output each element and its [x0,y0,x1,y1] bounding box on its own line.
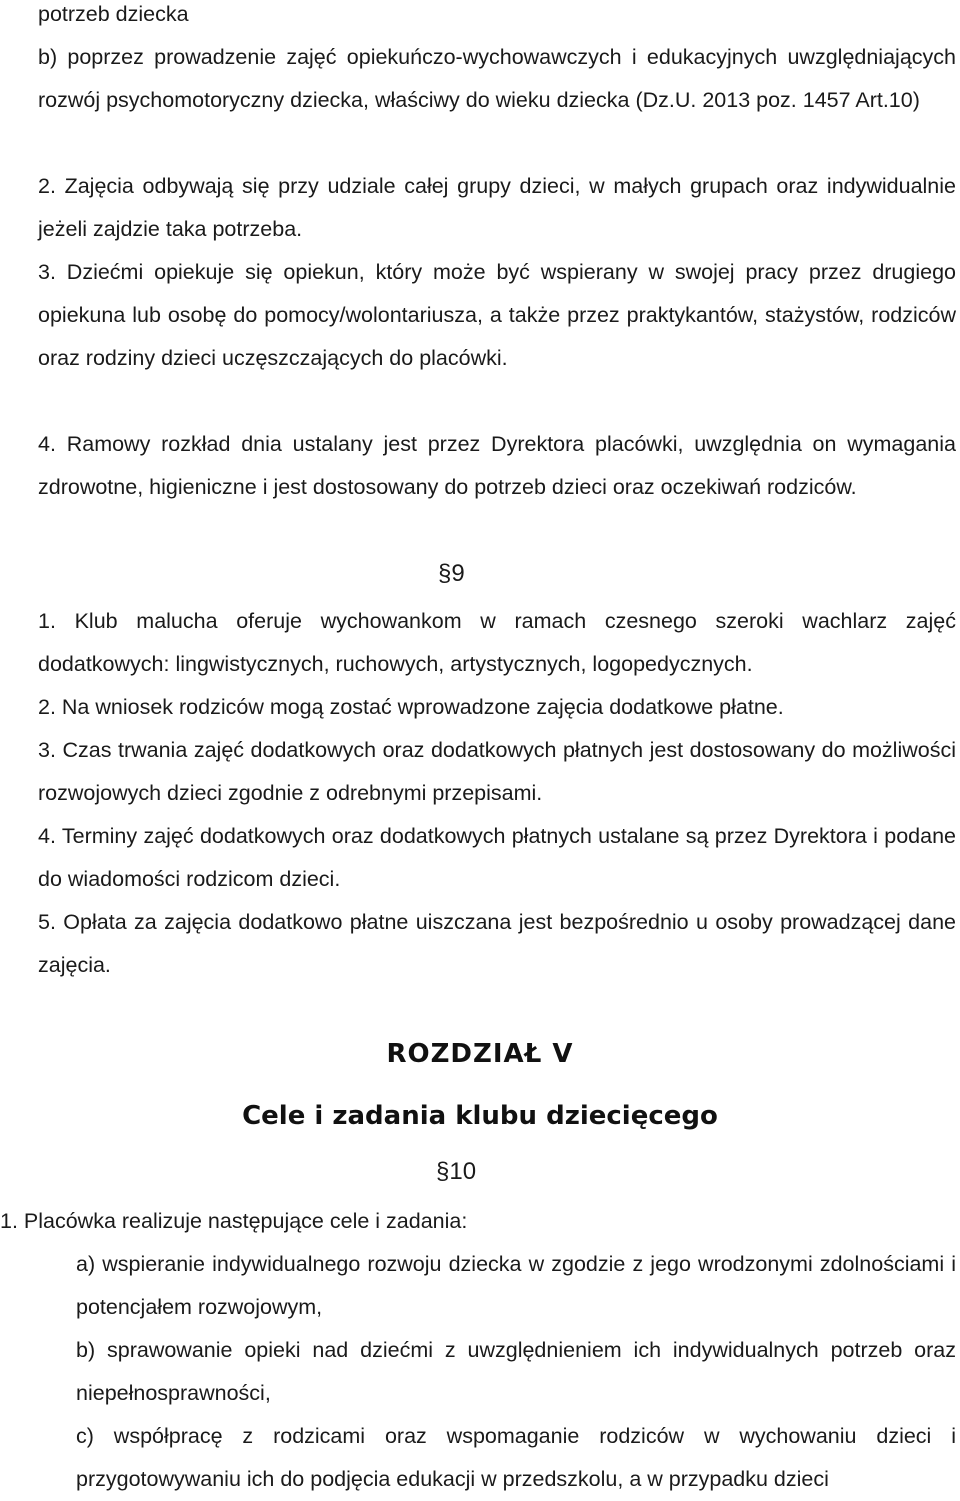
list-item-2: 2. Zajęcia odbywają się przy udziale całej grupy dzieci, w małych grupach oraz indywidualnie jeżeli zajdzie taka potrzeba. [38,174,956,241]
section9-item-5: 5. Opłata za zajęcia dodatkowo płatne uiszczana jest bezpośrednio u osoby prowadzącej dane zajęcia. [38,910,956,977]
section9-item-3: 3. Czas trwania zajęć dodatkowych oraz dodatkowych płatnych jest dostosowany do możliwości rozwojowych dzieci zgodnie z odrebnymi przepisami. [38,738,956,805]
section9-item-2: 2. Na wniosek rodziców mogą zostać wprowadzone zajęcia dodatkowe płatne. [38,695,784,719]
section10-sub-c: c) współpracę z rodzicami oraz wspomaganie rodziców w wychowaniu dzieci i przygotowywaniu ich do podjęcia edukacji w przedszkolu, a w przypadku dzieci [76,1424,956,1491]
section9-item-1: 1. Klub malucha oferuje wychowankom w ramach czesnego szeroki wachlarz zajęć dodatkowych: lingwistycznych, ruchowych, artystycznych, logopedycznych. [38,609,956,676]
section9-item-4: 4. Terminy zajęć dodatkowych oraz dodatkowych płatnych ustalane są przez Dyrektora i podane do wiadomości rodzicom dzieci. [38,824,956,891]
list-item-b: b) poprzez prowadzenie zajęć opiekuńczo-wychowawczych i edukacyjnych uwzględniających rozwój psychomotoryczny dziecka, właściwy do wieku dziecka (Dz.U. 2013 poz. 1457 Art.10) [38,45,956,112]
list-item-4: 4. Ramowy rozkład dnia ustalany jest przez Dyrektora placówki, uwzględnia on wymagania zdrowotne, higieniczne i jest dostosowany do potrzeb dzieci oraz oczekiwań rodziców. [38,432,956,499]
chapter-subtitle: Cele i zadania klubu dziecięcego [242,1101,718,1131]
list-item-3: 3. Dziećmi opiekuje się opiekun, który może być wspierany w swojej pracy przez drugiego opiekuna lub osobę do pomocy/wolontariusza, a także przez praktykantów, stażystów, rodziców oraz rodziny dzieci uczęszczających do placówki. [38,260,956,370]
section10-sub-b: b) sprawowanie opieki nad dziećmi z uwzględnieniem ich indywidualnych potrzeb oraz niepełnosprawności, [76,1338,956,1405]
section10-item-1: 1. Placówka realizuje następujące cele i zadania: [0,1209,468,1233]
section10-sub-a: a) wspieranie indywidualnego rozwoju dziecka w zgodzie z jego wrodzonymi zdolnościami i potencjałem rozwojowym, [76,1252,956,1319]
section-sign-10: §10 [436,1158,477,1185]
chapter-title: ROZDZIAŁ V [386,1039,574,1069]
text-line-potrzeb-dziecka: potrzeb dziecka [38,2,189,26]
section-sign-9: §9 [438,560,465,587]
